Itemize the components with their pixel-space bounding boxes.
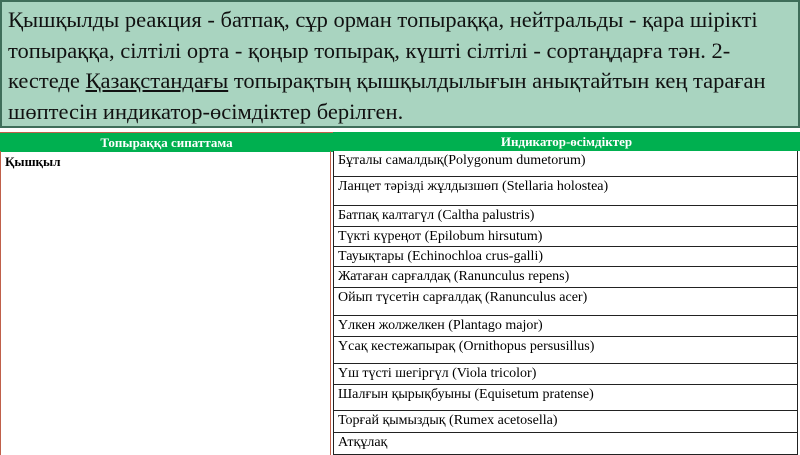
plant-row: Торғай қымыздық (Rumex acetosella) bbox=[333, 411, 798, 433]
plant-row: Ойып түсетін сарғалдақ (Ranunculus acer) bbox=[333, 288, 798, 316]
header-soil-description: Топыраққа сипаттама bbox=[0, 132, 333, 152]
plant-row: Батпақ калтагүл (Caltha palustris) bbox=[333, 206, 798, 227]
plant-row: Атқұлақ bbox=[333, 433, 798, 455]
plant-row: Тауықтары (Echinochloa crus-galli) bbox=[333, 247, 798, 267]
intro-text-end: топырақтың қышқылдылығын анықтайтын кең тараған шөптесін индикатор-өсімдіктер берілген. bbox=[8, 68, 766, 124]
intro-text: Қышқылды реакция - батпақ, сұр орман топыраққа, нейтральды - қара шірікті топыраққа, сілтілі орта - қоңыр топырақ, күшті сілтілі - сортаңдарға тән. 2-кестеде bbox=[8, 7, 758, 93]
plant-row: Үсақ кестежапырақ (Ornithopus persusillus) bbox=[333, 337, 798, 364]
kazakhstan-link[interactable]: Қазақстандағы bbox=[85, 68, 229, 93]
header-indicator-plants: Индикатор-өсімдіктер bbox=[333, 132, 800, 151]
plant-row: Ланцет тәрізді жұлдызшөп (Stellaria holostea) bbox=[333, 177, 798, 206]
indicator-plants-table bbox=[0, 132, 800, 455]
plant-row: Үлкен жолжелкен (Plantago major) bbox=[333, 316, 798, 337]
plant-row: Түкті күреңот (Epilobum hirsutum) bbox=[333, 227, 798, 247]
intro-text-box bbox=[0, 0, 800, 128]
plant-row: Шалғын қырықбуыны (Equisetum pratense) bbox=[333, 385, 798, 411]
plant-row: Жатаған сарғалдақ (Ranunculus repens) bbox=[333, 267, 798, 288]
plant-row: Үш түсті шегіргүл (Viola tricolor) bbox=[333, 364, 798, 385]
soil-category-cell: Қышқыл bbox=[0, 151, 331, 455]
intro-paragraph bbox=[2, 2, 798, 127]
plant-row: Бұталы самалдық(Polygonum dumetorum) bbox=[333, 151, 798, 177]
